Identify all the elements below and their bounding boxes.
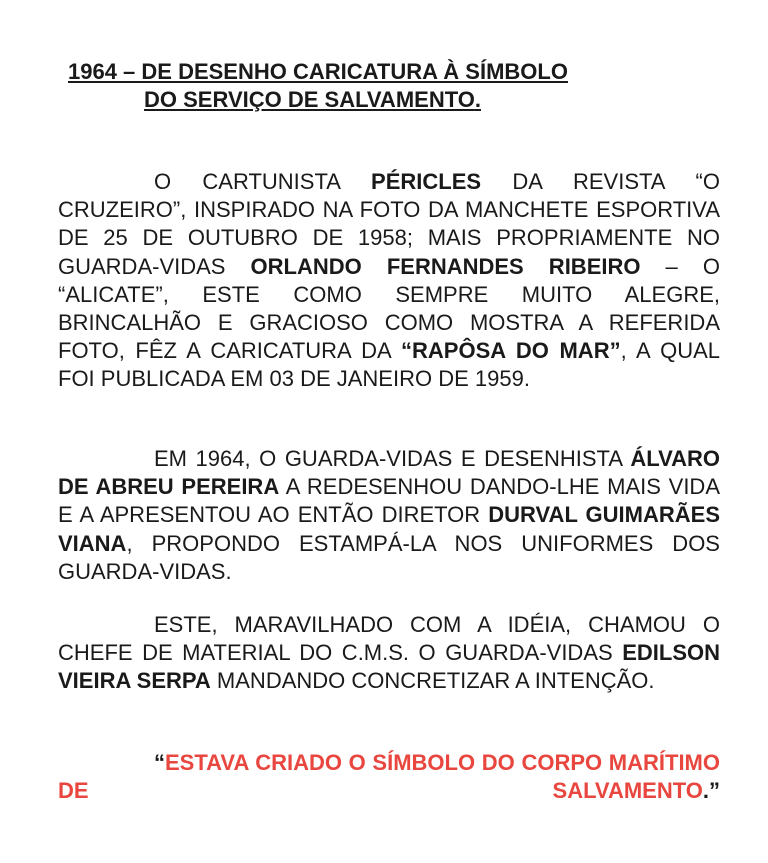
rapfosa-do-mar: “RAPÔSA DO MAR”: [401, 338, 621, 364]
title-line-2: DO SERVIÇO DE SALVAMENTO.: [144, 87, 481, 112]
name-edilson: EDILSON VIEIRA SERPA: [58, 640, 720, 694]
closing-quote: “ESTAVA CRIADO O SÍMBOLO DO CORPO MARÍTIMO DE SALVAMENTO.”: [58, 750, 720, 804]
closing-quote-red-text: ESTAVA CRIADO O SÍMBOLO DO CORPO MARÍTIMO DE SALVAMENTO: [58, 750, 720, 804]
paragraph-pericles: O CARTUNISTA PÉRICLES DA REVISTA “O CRUZEIRO”, INSPIRADO NA FOTO DA MANCHETE ESPORTIVA DE 25 DE OUTUBRO DE 1958; MAIS PROPRIAMENTE NO GUARDA-VIDAS ORLANDO FERNANDES RIBEIRO – O “ALICATE”, ESTE COMO SEMPRE MUITO ALEGRE, BRINCALHÃO E GRACIOSO COMO MOSTRA A REFERIDA FOTO, FÊZ A CARICATURA DA “RAPÔSA DO MAR”, A QUAL FOI PUBLICADA EM 03 DE JANEIRO DE 1959.: [58, 169, 720, 392]
name-alvaro: ÁLVARO DE ABREU PEREIRA: [58, 446, 720, 500]
name-durval: DURVAL GUIMARÃES VIANA: [58, 502, 720, 556]
name-orlando: ORLANDO FERNANDES RIBEIRO: [250, 253, 641, 279]
paragraph-edilson: ESTE, MARAVILHADO COM A IDÉIA, CHAMOU O CHEFE DE MATERIAL DO C.M.S. O GUARDA-VIDAS EDILSON VIEIRA SERPA MANDANDO CONCRETIZAR A INTENÇÃO.: [58, 612, 720, 694]
document-title: [68, 58, 568, 114]
title-line-1: 1964 – DE DESENHO CARICATURA À SÍMBOLO: [68, 59, 568, 84]
name-pericles: PÉRICLES: [371, 169, 482, 194]
paragraph-alvaro: EM 1964, O GUARDA-VIDAS E DESENHISTA ÁLVARO DE ABREU PEREIRA A REDESENHOU DANDO-LHE MAIS VIDA E A APRESENTOU AO ENTÃO DIRETOR DURVAL GUIMARÃES VIANA, PROPONDO ESTAMPÁ-LA NOS UNIFORMES DOS GUARDA-VIDAS.: [58, 446, 720, 584]
